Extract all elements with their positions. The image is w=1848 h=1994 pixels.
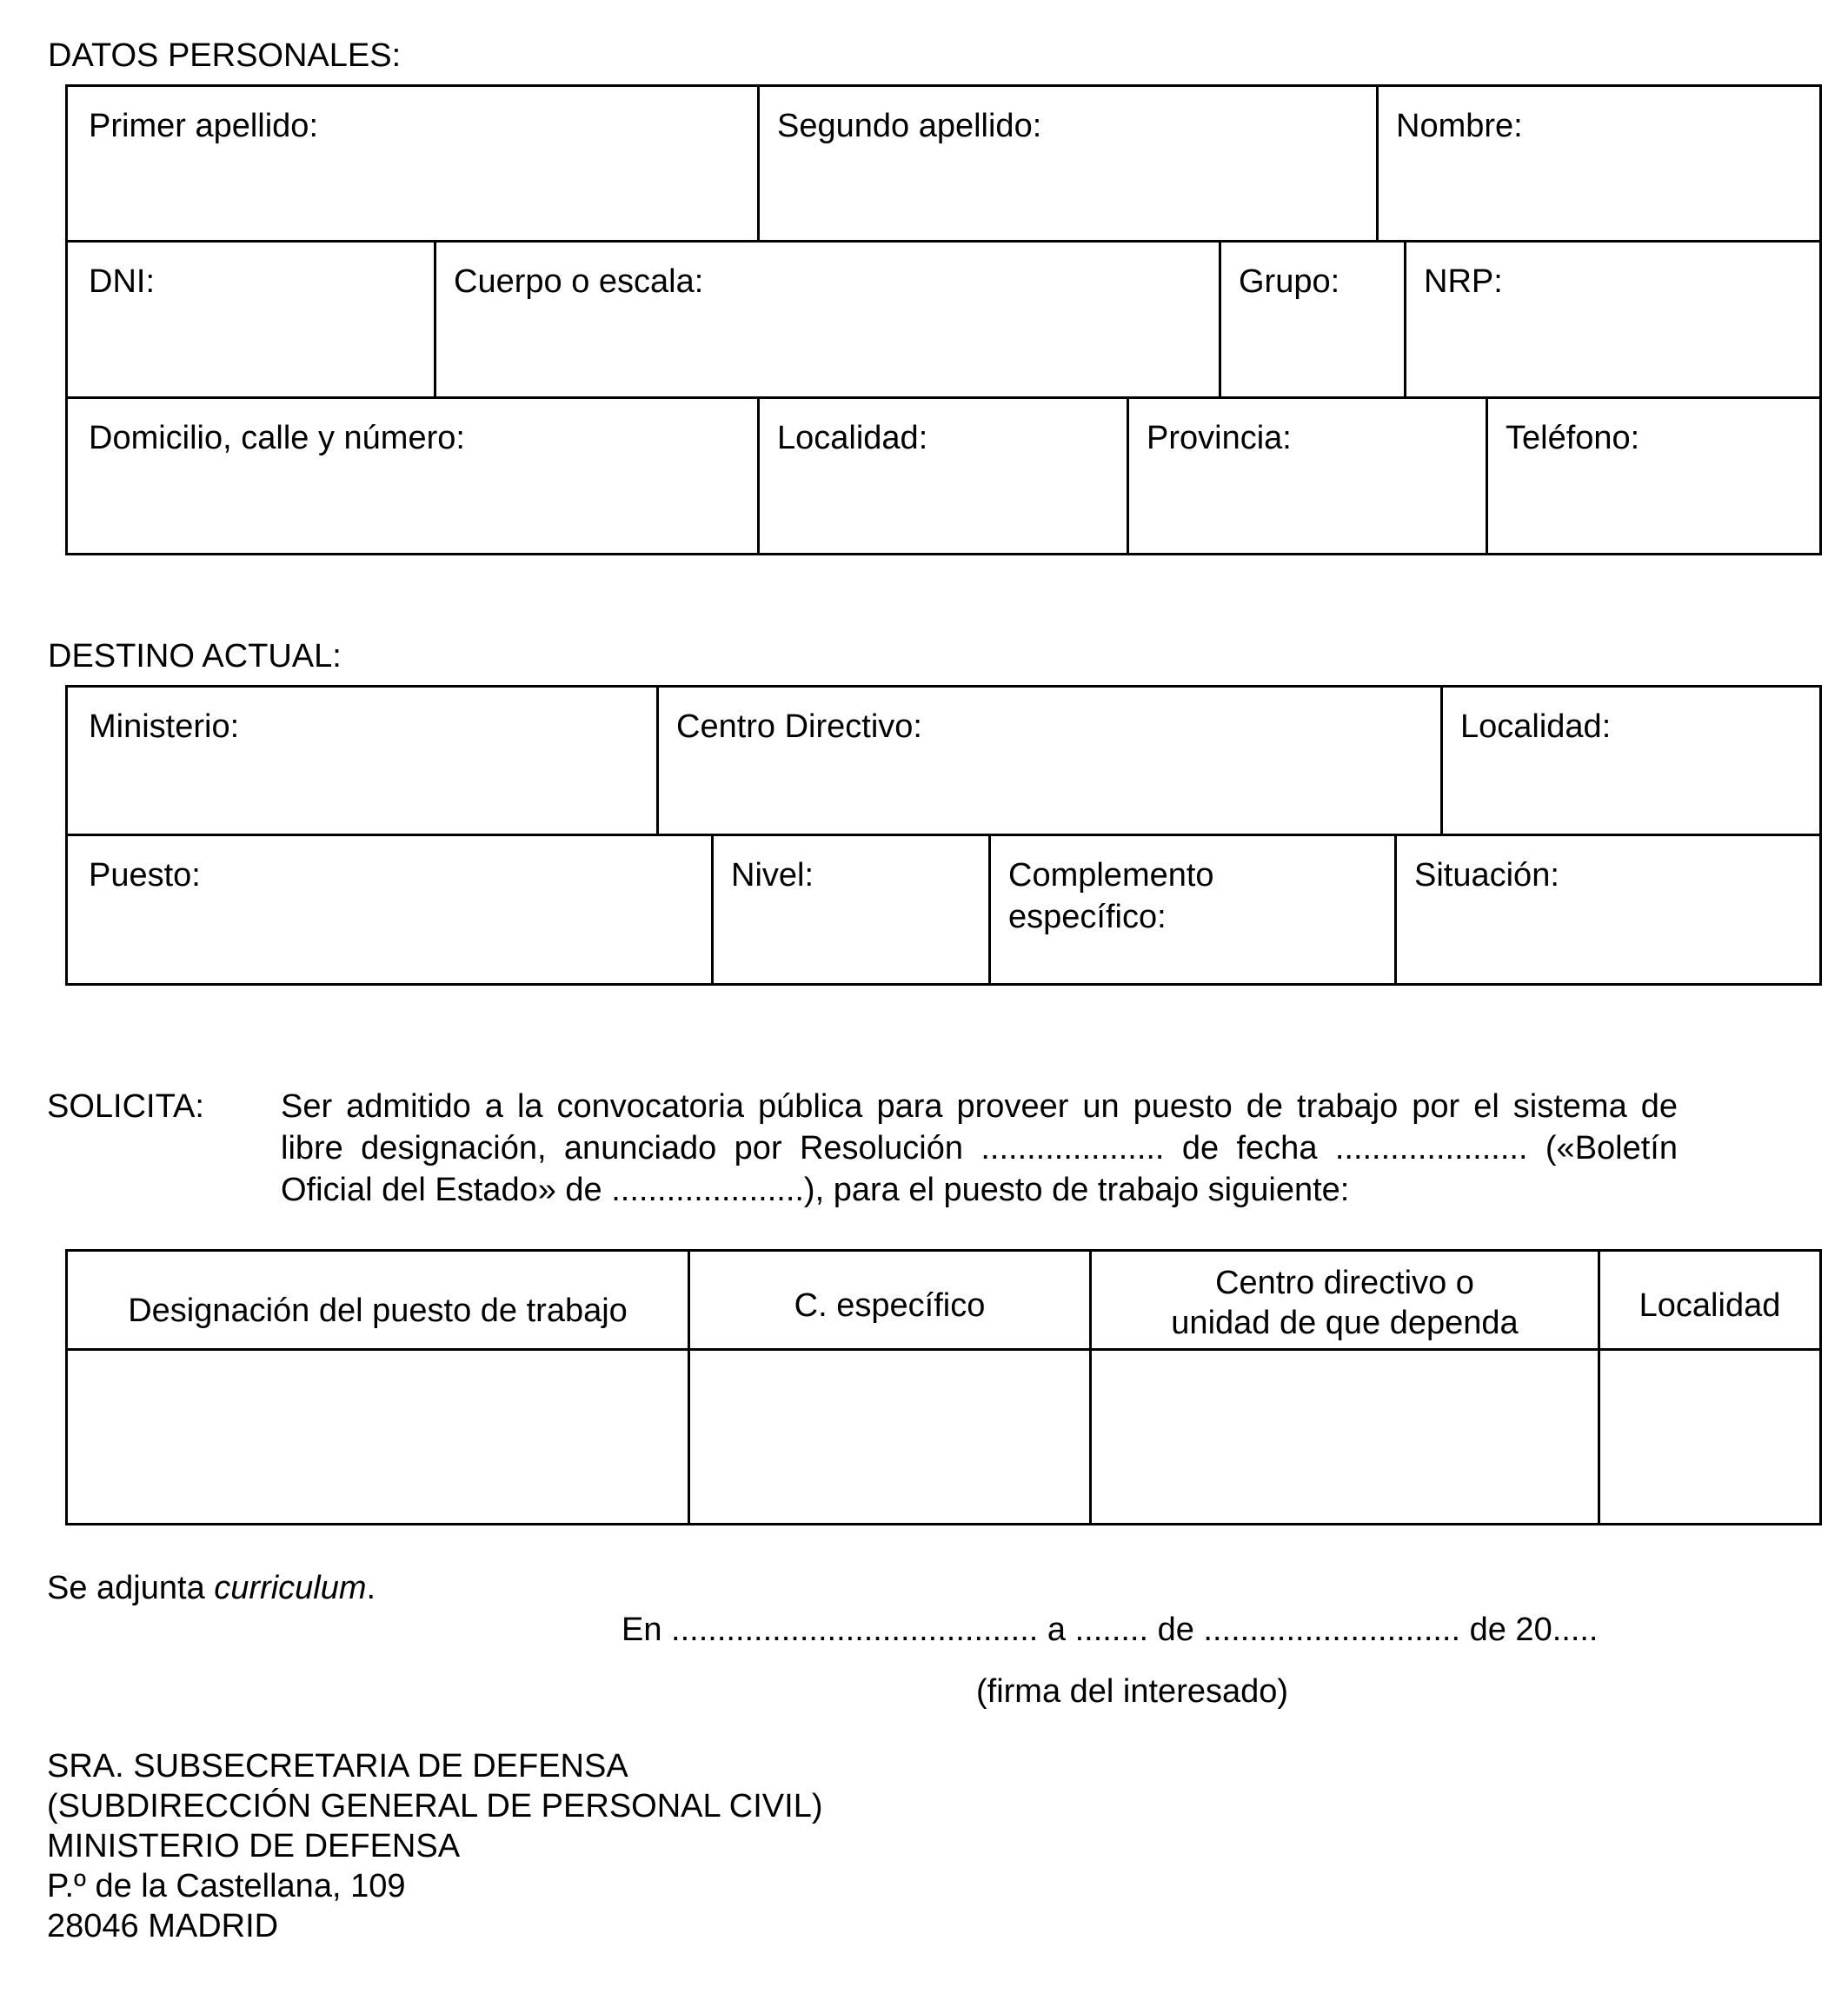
column-header-c-especifico — [690, 1252, 1089, 1348]
input-centro-directivo[interactable] — [1092, 1351, 1598, 1523]
field-situacion[interactable] — [1397, 836, 1819, 984]
field-label: Situación: — [1414, 857, 1559, 894]
input-c-especifico[interactable] — [690, 1351, 1089, 1523]
address-line: P.º de la Castellana, 109 — [47, 1868, 406, 1904]
column-header-label-line1: Centro directivo o — [1215, 1264, 1474, 1301]
field-provincia[interactable] — [1129, 399, 1486, 553]
field-grupo[interactable] — [1221, 243, 1404, 396]
field-segundo-apellido[interactable] — [760, 87, 1376, 240]
column-header-label: C. específico — [794, 1286, 986, 1324]
solicita-body — [281, 1086, 1678, 1211]
field-domicilio[interactable] — [68, 399, 757, 553]
solicita-line: Ser admitido a la convocatoria pública para proveer un puesto de trabajo por el sistema de — [281, 1088, 1678, 1125]
field-label: DNI: — [89, 263, 155, 300]
firma-label: (firma del interesado) — [976, 1673, 1289, 1710]
field-localidad-destino[interactable] — [1443, 688, 1819, 834]
datos-personales-heading: DATOS PERSONALES: — [48, 37, 402, 74]
field-label: Localidad: — [1460, 708, 1612, 745]
field-label: Segundo apellido: — [777, 108, 1042, 144]
field-dni[interactable] — [68, 243, 434, 396]
solicita-label: SOLICITA: — [47, 1088, 204, 1125]
field-label: Ministerio: — [89, 708, 240, 745]
address-line: MINISTERIO DE DEFENSA — [47, 1828, 461, 1864]
column-header-localidad — [1600, 1252, 1819, 1348]
field-telefono[interactable] — [1488, 399, 1819, 553]
fecha-lugar-line[interactable]: En ........................................ a ........ de ............................ de 20..... — [622, 1612, 1599, 1648]
field-cuerpo-escala[interactable] — [436, 243, 1219, 396]
field-puesto[interactable] — [68, 836, 711, 984]
address-line: SRA. SUBSECRETARIA DE DEFENSA — [47, 1748, 628, 1785]
field-label: Complemento específico: — [1008, 857, 1214, 935]
field-label: Nivel: — [731, 857, 814, 894]
destino-actual-heading: DESTINO ACTUAL: — [48, 638, 342, 675]
column-header-label: Localidad — [1639, 1286, 1781, 1324]
field-label: Nombre: — [1396, 108, 1523, 144]
field-nombre[interactable] — [1379, 87, 1819, 240]
field-complemento-especifico[interactable] — [991, 836, 1394, 984]
field-ministerio[interactable] — [68, 688, 656, 834]
field-label: Teléfono: — [1506, 420, 1640, 456]
solicita-line: Oficial del Estado» de .....................), para el puesto de trabajo siguiente: — [281, 1172, 1350, 1208]
field-label: Domicilio, calle y número: — [89, 420, 465, 456]
adjunta-italic: curriculum — [214, 1570, 367, 1606]
adjunta-suffix: . — [366, 1570, 376, 1606]
field-label: Cuerpo o escala: — [454, 263, 704, 300]
input-localidad-puesto[interactable] — [1600, 1351, 1819, 1523]
field-primer-apellido[interactable] — [68, 87, 757, 240]
solicita-line: libre designación, anunciado por Resolución .................... de fecha ..................... («Boletín — [281, 1130, 1678, 1166]
field-label: Puesto: — [89, 857, 201, 894]
column-header-label-line2: unidad de que dependa — [1171, 1304, 1519, 1341]
column-header-centro-directivo — [1092, 1252, 1598, 1348]
field-centro-directivo[interactable] — [659, 688, 1440, 834]
field-label: Localidad: — [777, 420, 928, 456]
field-label: Provincia: — [1147, 420, 1292, 456]
field-nrp[interactable] — [1406, 243, 1819, 396]
adjunta-curriculum — [47, 1567, 376, 1609]
field-localidad[interactable] — [760, 399, 1127, 553]
input-designacion[interactable] — [68, 1351, 688, 1523]
field-nivel[interactable] — [714, 836, 988, 984]
destinatario-address — [47, 1746, 822, 1946]
adjunta-prefix: Se adjunta — [47, 1570, 215, 1606]
address-line: (SUBDIRECCIÓN GENERAL DE PERSONAL CIVIL) — [47, 1788, 823, 1825]
column-header-label: Designación del puesto de trabajo — [128, 1292, 628, 1329]
address-line: 28046 MADRID — [47, 1908, 279, 1944]
field-label: Primer apellido: — [89, 108, 318, 144]
field-label: Grupo: — [1239, 263, 1340, 300]
field-label: NRP: — [1424, 263, 1503, 300]
column-header-designacion — [68, 1252, 688, 1348]
field-label: Centro Directivo: — [676, 708, 922, 745]
